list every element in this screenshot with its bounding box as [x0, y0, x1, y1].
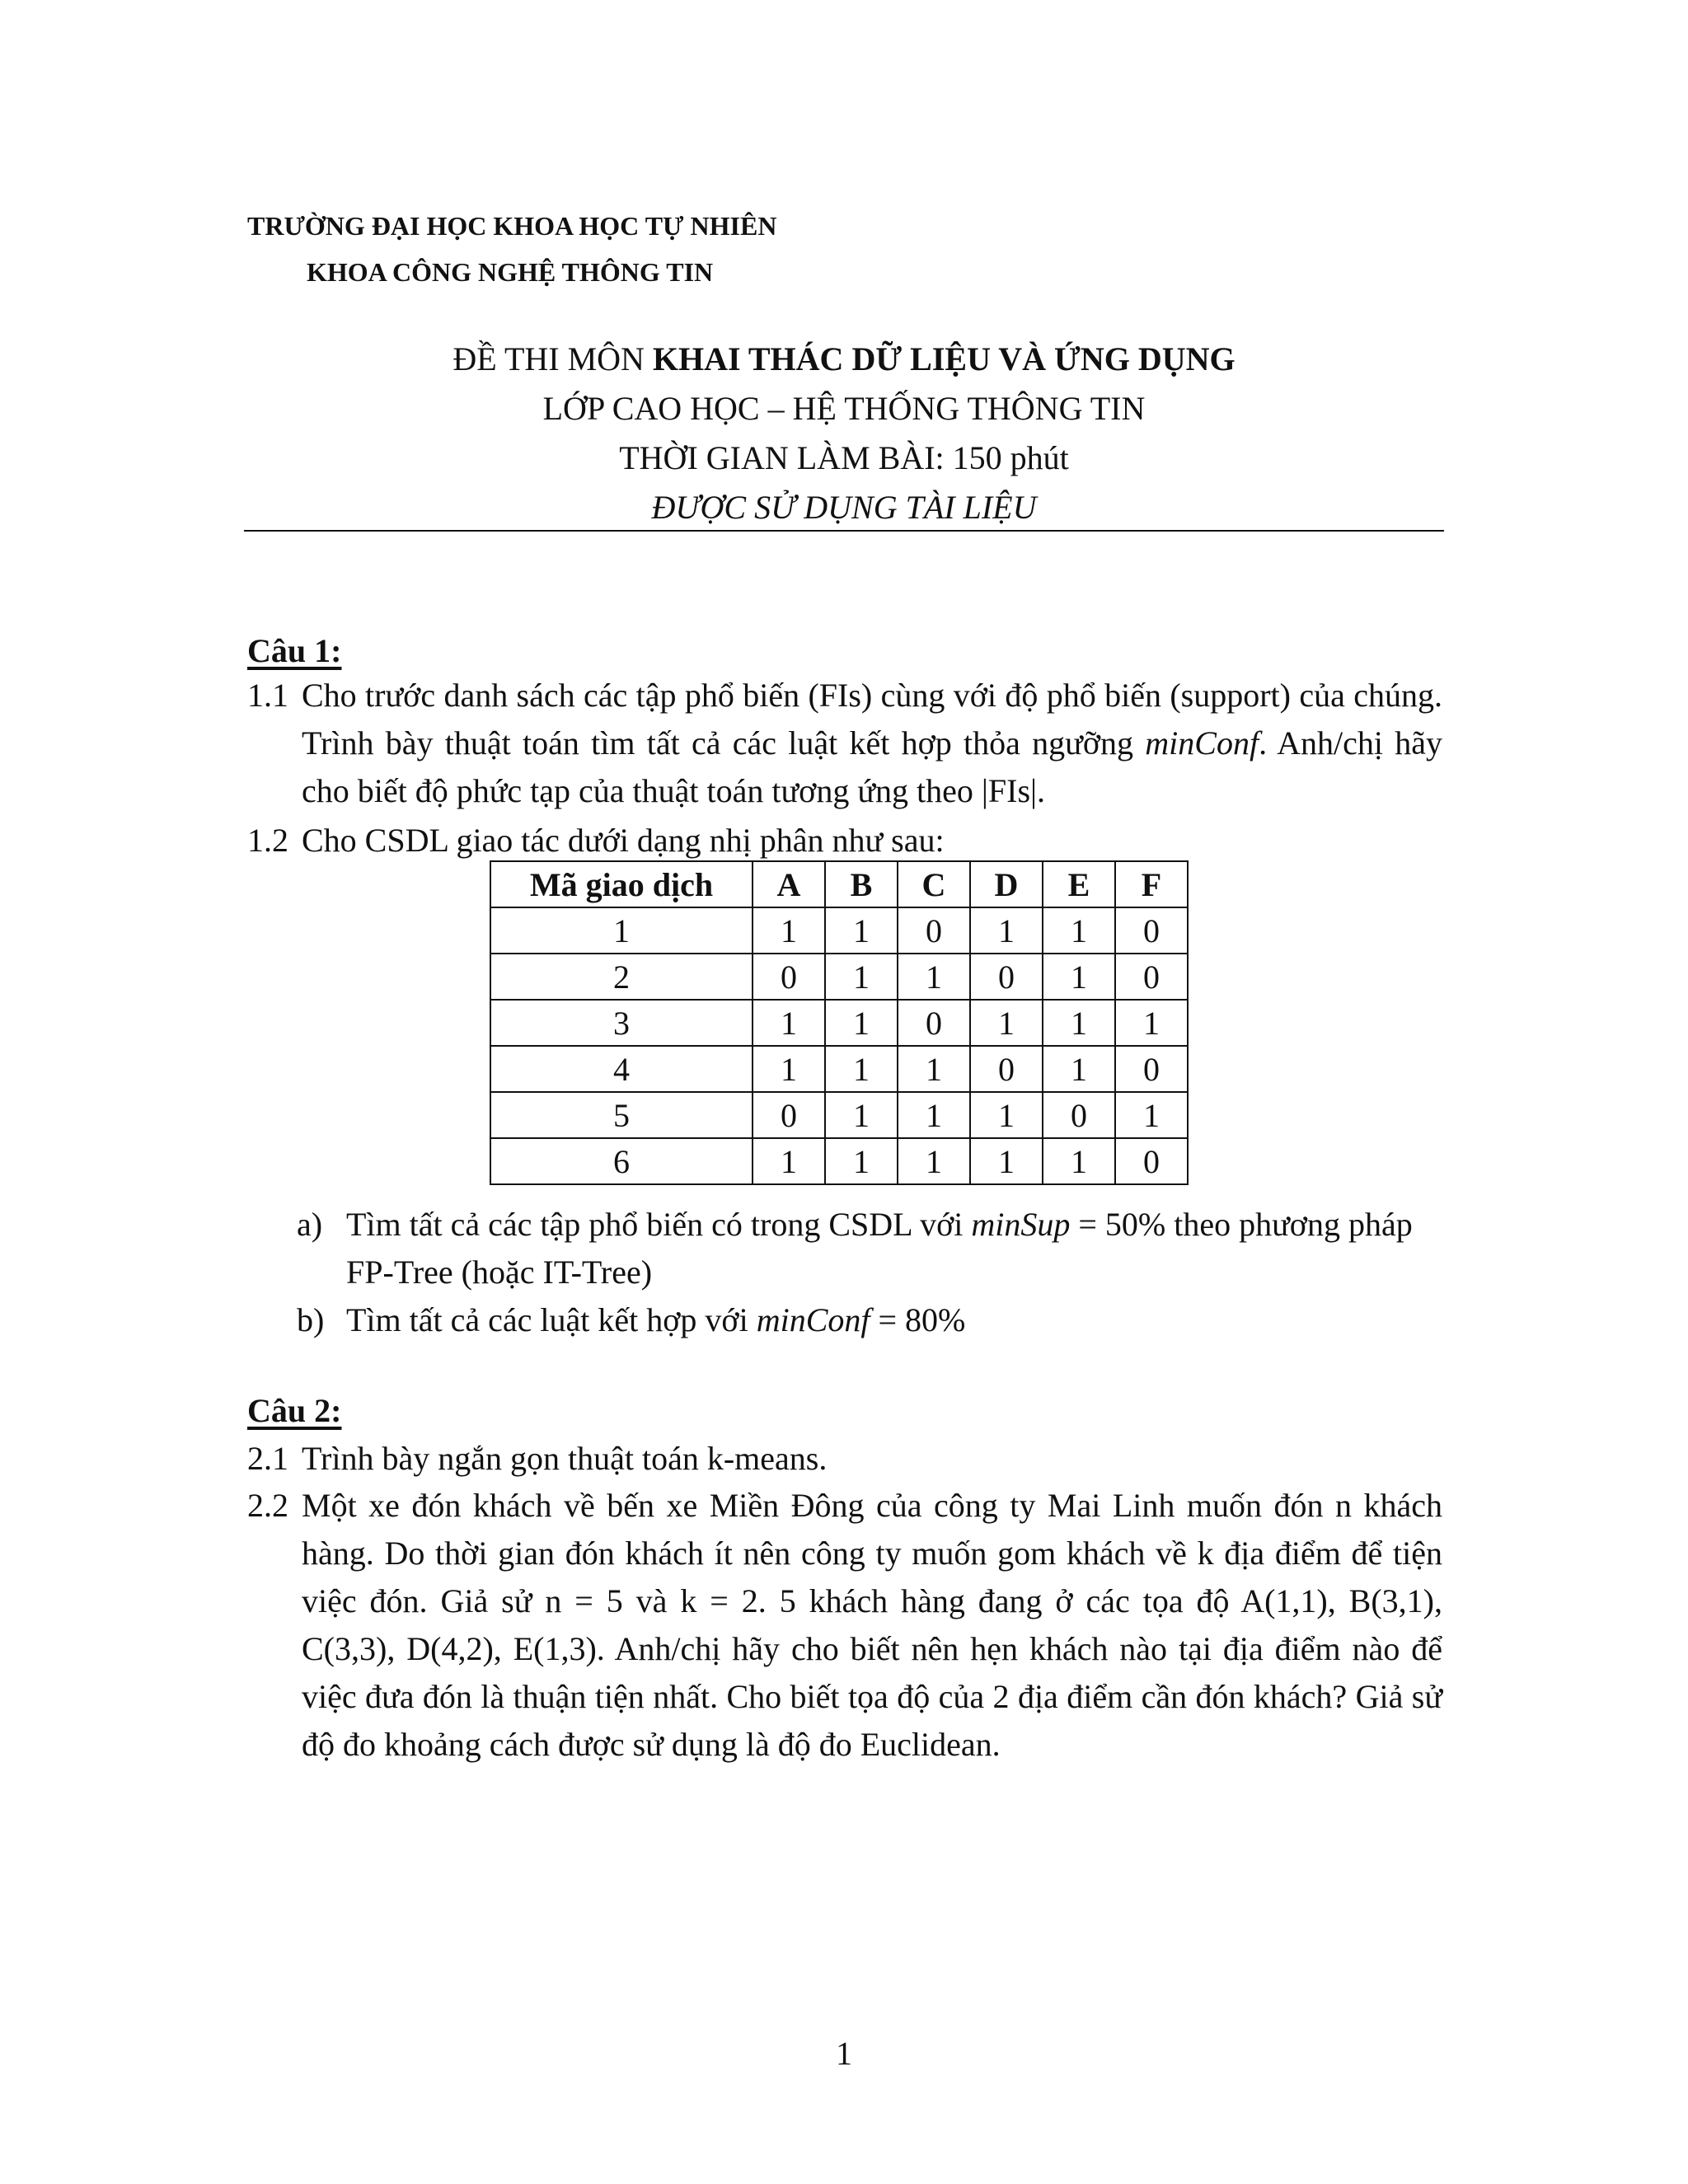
table-cell: 1: [753, 1138, 825, 1184]
item-text: Cho CSDL giao tác dưới dạng nhị phân như sau:: [302, 822, 945, 859]
table-cell: 1: [970, 1092, 1043, 1138]
exam-time: THỜI GIAN LÀM BÀI: 150 phút: [619, 439, 1069, 476]
item-text-italic: minConf: [1145, 724, 1259, 762]
column-header: A: [753, 861, 825, 907]
exam-title-prefix: ĐỀ THI MÔN: [452, 340, 653, 377]
table-row: [490, 954, 1188, 1000]
item-number: 2.1: [247, 1440, 288, 1477]
table-cell: 0: [1043, 1092, 1115, 1138]
table-cell: 1: [898, 1092, 970, 1138]
table-cell: 1: [1115, 1000, 1188, 1046]
table-cell: 1: [825, 1000, 898, 1046]
exam-class: LỚP CAO HỌC – HỆ THỐNG THÔNG TIN: [542, 390, 1146, 427]
exam-subject: KHAI THÁC DỮ LIỆU VÀ ỨNG DỤNG: [652, 340, 1236, 377]
column-header: B: [825, 861, 898, 907]
faculty-name: KHOA CÔNG NGHỆ THÔNG TIN: [307, 257, 714, 287]
table-cell: 0: [970, 1046, 1043, 1092]
table-cell: 1: [490, 907, 753, 954]
table-cell: 1: [898, 1138, 970, 1184]
table-cell: 1: [753, 907, 825, 954]
sub-text-part: Tìm tất cả các tập phổ biến có trong CSDL với: [346, 1206, 972, 1243]
item-text: Trình bày ngắn gọn thuật toán k-means.: [302, 1440, 828, 1477]
table-cell: 1: [825, 1138, 898, 1184]
sub-text-part: Tìm tất cả các luật kết hợp với: [346, 1301, 757, 1338]
question-2-1: [247, 1435, 1442, 1483]
table-cell: 2: [490, 954, 753, 1000]
table-cell: 1: [1043, 1138, 1115, 1184]
exam-materials: ĐƯỢC SỬ DỤNG TÀI LIỆU: [651, 489, 1037, 526]
table-cell: 1: [1043, 954, 1115, 1000]
column-header: D: [970, 861, 1043, 907]
table-cell: 1: [898, 1046, 970, 1092]
table-cell: 1: [1043, 1046, 1115, 1092]
table-cell: 0: [753, 954, 825, 1000]
sub-label: b): [297, 1301, 325, 1338]
table-cell: 1: [970, 1000, 1043, 1046]
table-cell: 6: [490, 1138, 753, 1184]
item-text: [302, 672, 1442, 815]
transaction-table: [490, 860, 1189, 1185]
table-row: [490, 1000, 1188, 1046]
table-header-row: [490, 861, 1188, 907]
table-cell: 1: [1043, 907, 1115, 954]
item-number: 1.1: [247, 677, 288, 714]
table-row: [490, 1092, 1188, 1138]
table-cell: 0: [970, 954, 1043, 1000]
item-text-part: . Anh/chị hãy cho biết độ phức tạp của thuật toán tương ứng theo |FIs|.: [302, 724, 1442, 809]
table-cell: 0: [1115, 1046, 1188, 1092]
column-header: E: [1043, 861, 1115, 907]
sub-text: [346, 1201, 1444, 1296]
table-cell: 1: [970, 1138, 1043, 1184]
table-row: [490, 1046, 1188, 1092]
sub-text-part: = 50% theo phương pháp FP-Tree (hoặc IT-Tree): [346, 1206, 1413, 1291]
table-cell: 4: [490, 1046, 753, 1092]
sub-text-part: = 80%: [870, 1301, 966, 1338]
column-header: C: [898, 861, 970, 907]
table-cell: 1: [825, 1092, 898, 1138]
item-number: 1.2: [247, 822, 288, 859]
table-cell: 3: [490, 1000, 753, 1046]
question-1-2-b: [297, 1296, 1444, 1344]
exam-title: [244, 340, 1444, 378]
sub-label: a): [297, 1206, 323, 1243]
question-2-2: [247, 1482, 1442, 1769]
table-cell: 1: [825, 907, 898, 954]
header-divider: [244, 530, 1444, 532]
column-header: Mã giao dịch: [490, 861, 753, 907]
table-cell: 5: [490, 1092, 753, 1138]
page-number: 1: [836, 2035, 852, 2072]
table-cell: 0: [1115, 1138, 1188, 1184]
table-row: [490, 1138, 1188, 1184]
table-cell: 1: [970, 907, 1043, 954]
university-name: TRƯỜNG ĐẠI HỌC KHOA HỌC TỰ NHIÊN: [247, 211, 777, 241]
item-number: 2.2: [247, 1487, 288, 1524]
question-1-2-a: [297, 1201, 1444, 1296]
table-cell: 1: [898, 954, 970, 1000]
table-cell: 1: [825, 1046, 898, 1092]
item-text: Một xe đón khách về bến xe Miền Đông của công ty Mai Linh muốn đón n khách hàng. Do thời gian đón khách ít nên công ty muốn gom khách về k địa điểm để tiện việc đón. Giả sử n = 5 và k = 2. 5 khách hàng đang ở các tọa độ A(1,1), B(3,1), C(3,3), D(4,2), E(1,3). Anh/chị hãy cho biết nên hẹn khách nào tại địa điểm nào để việc đưa đón là thuận tiện nhất. Cho biết tọa độ của 2 địa điểm cần đón khách? Giả sử độ đo khoảng cách được sử dụng là độ đo Euclidean.: [302, 1487, 1442, 1763]
sub-text-italic: minConf: [756, 1301, 870, 1338]
sub-text: [346, 1296, 1444, 1344]
table-cell: 0: [1115, 954, 1188, 1000]
question-1-1: [247, 672, 1442, 815]
table-cell: 0: [1115, 907, 1188, 954]
table-cell: 0: [898, 1000, 970, 1046]
table-cell: 0: [753, 1092, 825, 1138]
table-cell: 1: [825, 954, 898, 1000]
question-1-heading: Câu 1:: [247, 632, 342, 669]
sub-text-italic: minSup: [971, 1206, 1071, 1243]
question-2-heading: Câu 2:: [247, 1392, 342, 1429]
column-header: F: [1115, 861, 1188, 907]
table-row: [490, 907, 1188, 954]
item-text-part: Cho trước danh sách các tập phổ biến (FIs) cùng với độ phổ biến (support) của chúng. Trình bày thuật toán tìm tất cả các luật kết hợp thỏa ngưỡng: [302, 677, 1442, 762]
table-cell: 1: [1115, 1092, 1188, 1138]
question-1-2: [247, 817, 1442, 865]
table-cell: 1: [753, 1046, 825, 1092]
table-cell: 1: [1043, 1000, 1115, 1046]
table-cell: 0: [898, 907, 970, 954]
table-cell: 1: [753, 1000, 825, 1046]
